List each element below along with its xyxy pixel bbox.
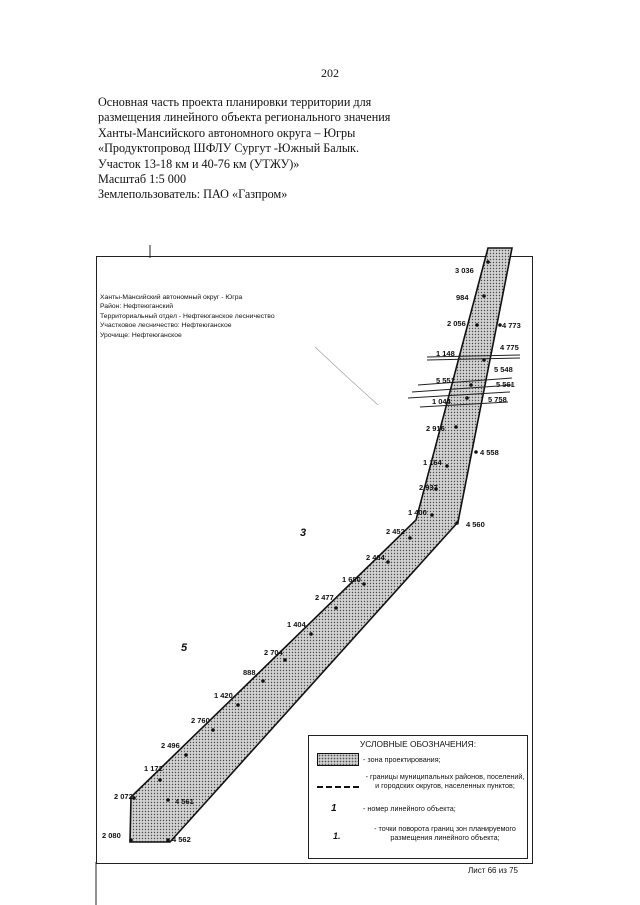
header-line: Ханты-Мансийского автономного округа – Югры xyxy=(98,125,356,140)
dashed-line-symbol xyxy=(317,786,359,788)
point-label: 2 464 xyxy=(366,553,385,562)
point-label: 1 680 xyxy=(342,575,361,584)
point-label: 2 937 xyxy=(419,483,438,492)
point-label: 2 704 xyxy=(264,648,283,657)
point-label: 5 758 xyxy=(488,395,507,404)
legend-item-object-number xyxy=(309,804,527,818)
header-line: Основная часть проекта планировки территории для xyxy=(98,95,372,109)
header-line: размещения линейного объекта регионального значения xyxy=(98,110,391,125)
legend xyxy=(308,735,528,859)
header-line: Землепользователь: ПАО «Газпром» xyxy=(98,187,288,202)
info-line: Урочище: Нефтеюганское xyxy=(100,331,182,339)
point-label: 4 561 xyxy=(175,797,194,806)
point-label: 984 xyxy=(456,293,469,302)
legend-label: - точки поворота границ зон планируемого размещения линейного объекта; xyxy=(374,824,516,842)
point-label: 1 172 xyxy=(144,764,163,773)
point-label: 2 452 xyxy=(386,527,405,536)
point-label: 4 775 xyxy=(500,343,519,352)
object-number-symbol: 1 xyxy=(331,803,337,814)
point-label: 1 044 xyxy=(432,397,451,406)
point-label: 888 xyxy=(243,668,256,677)
sheet-number: Лист 66 из 75 xyxy=(468,866,518,875)
area-number: 3 xyxy=(300,527,307,539)
info-line: Район: Нефтеюганский xyxy=(100,303,174,311)
point-label: 3 036 xyxy=(455,266,474,275)
info-line: Территориальный отдел - Нефтеюганское лесничество xyxy=(100,312,275,320)
legend-label: - зона проектирования; xyxy=(363,755,441,764)
header-line: Участок 13-18 км и 40-76 км (УТЖУ)» xyxy=(98,156,300,171)
point-label: 1 400 xyxy=(408,508,427,517)
point-label: 2 477 xyxy=(315,593,334,602)
header-line: Масштаб 1:5 000 xyxy=(98,172,187,187)
point-label: 4 773 xyxy=(502,321,521,330)
point-label: 2 496 xyxy=(161,741,180,750)
point-label: 2 760 xyxy=(191,716,210,725)
point-label: 2 056 xyxy=(447,319,466,328)
point-label: 1 420 xyxy=(214,691,233,700)
point-label: 5 561 xyxy=(496,380,515,389)
turn-point-symbol: 1. xyxy=(333,831,341,841)
page-number: 202 xyxy=(321,66,339,80)
point-label: 5 551 xyxy=(436,376,455,385)
point-label: 1 164 xyxy=(423,458,442,467)
point-label: 2 916 xyxy=(426,424,445,433)
design-zone-swatch xyxy=(317,753,359,766)
info-line: Участковое лесничество: Нефтеюганское xyxy=(100,322,232,330)
point-label: 2 072 xyxy=(114,792,133,801)
point-label: 1 148 xyxy=(436,349,455,358)
legend-item-turn-points xyxy=(309,825,527,857)
legend-title: УСЛОВНЫЕ ОБОЗНАЧЕНИЯ: xyxy=(359,739,477,749)
point-label: 4 562 xyxy=(172,835,191,844)
point-label: 5 548 xyxy=(494,365,513,374)
location-info xyxy=(100,293,275,340)
legend-item-boundaries xyxy=(309,773,527,803)
header-line: «Продуктопровод ШФЛУ Сургут -Южный Балык. xyxy=(98,141,360,156)
area-number: 5 xyxy=(181,642,188,654)
legend-label: - границы муниципальных районов, поселений, и городских округов, населенных пунктов; xyxy=(365,772,525,790)
legend-label: - номер линейного объекта; xyxy=(363,804,456,813)
point-label: 2 080 xyxy=(102,831,121,840)
info-line: Ханты-Мансийский автономный округ - Югра xyxy=(100,294,243,301)
point-label: 1 404 xyxy=(287,620,306,629)
point-label: 4 558 xyxy=(480,448,499,457)
point-label: 4 560 xyxy=(466,520,485,529)
legend-item-design-zone xyxy=(309,753,527,767)
